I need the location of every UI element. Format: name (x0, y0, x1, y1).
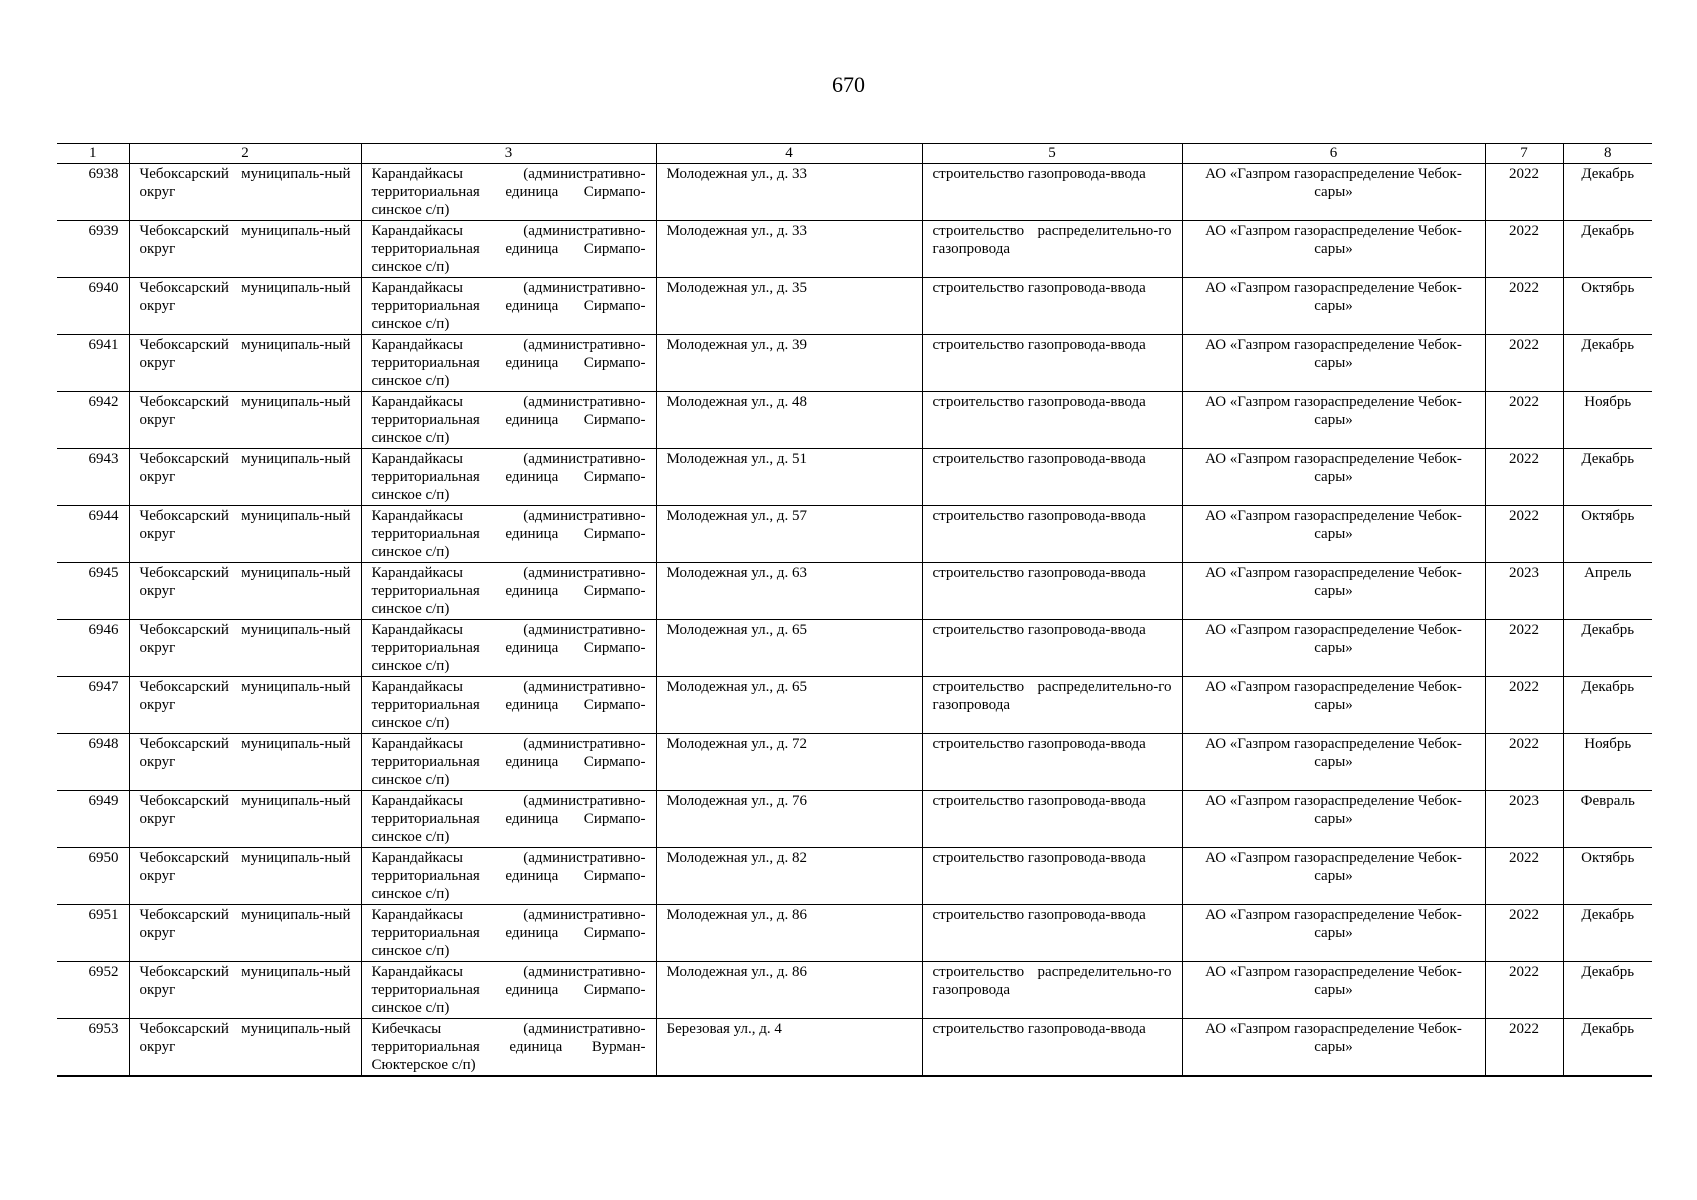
address-cell: Молодежная ул., д. 33 (656, 164, 922, 221)
settlement-cell: Карандайкасы (административно-территориальная единица Сирмапо-синское с/п) (361, 506, 656, 563)
work-type-cell: строительство распределительно-го газопровода (922, 677, 1182, 734)
month-cell: Декабрь (1563, 962, 1652, 1019)
district-cell: Чебоксарский муниципаль-ный округ (129, 620, 361, 677)
address-cell: Молодежная ул., д. 82 (656, 848, 922, 905)
column-header: 5 (922, 144, 1182, 164)
column-header: 3 (361, 144, 656, 164)
address-cell: Молодежная ул., д. 35 (656, 278, 922, 335)
year-cell: 2023 (1485, 791, 1563, 848)
gasification-table (57, 143, 1652, 1077)
district-cell: Чебоксарский муниципаль-ный округ (129, 221, 361, 278)
address-cell: Молодежная ул., д. 63 (656, 563, 922, 620)
table-row (57, 335, 1652, 392)
district-cell: Чебоксарский муниципаль-ный округ (129, 506, 361, 563)
row-number-cell: 6948 (57, 734, 129, 791)
organization-cell: АО «Газпром газораспределение Чебок-сары» (1182, 734, 1485, 791)
work-type-cell: строительство распределительно-го газопровода (922, 221, 1182, 278)
year-cell: 2022 (1485, 962, 1563, 1019)
settlement-cell: Карандайкасы (административно-территориальная единица Сирмапо-синское с/п) (361, 734, 656, 791)
address-cell: Молодежная ул., д. 86 (656, 962, 922, 1019)
table-row (57, 962, 1652, 1019)
settlement-cell: Карандайкасы (административно-территориальная единица Сирмапо-синское с/п) (361, 791, 656, 848)
column-header: 4 (656, 144, 922, 164)
organization-cell: АО «Газпром газораспределение Чебок-сары» (1182, 563, 1485, 620)
work-type-cell: строительство газопровода-ввода (922, 335, 1182, 392)
year-cell: 2022 (1485, 449, 1563, 506)
address-cell: Молодежная ул., д. 39 (656, 335, 922, 392)
address-cell: Молодежная ул., д. 57 (656, 506, 922, 563)
month-cell: Апрель (1563, 563, 1652, 620)
district-cell: Чебоксарский муниципаль-ный округ (129, 563, 361, 620)
organization-cell: АО «Газпром газораспределение Чебок-сары» (1182, 962, 1485, 1019)
row-number-cell: 6938 (57, 164, 129, 221)
month-cell: Февраль (1563, 791, 1652, 848)
settlement-cell: Карандайкасы (административно-территориальная единица Сирмапо-синское с/п) (361, 278, 656, 335)
month-cell: Ноябрь (1563, 734, 1652, 791)
row-number-cell: 6942 (57, 392, 129, 449)
settlement-cell: Карандайкасы (административно-территориальная единица Сирмапо-синское с/п) (361, 221, 656, 278)
work-type-cell: строительство газопровода-ввода (922, 734, 1182, 791)
table-row (57, 677, 1652, 734)
table-row (57, 506, 1652, 563)
month-cell: Декабрь (1563, 164, 1652, 221)
address-cell: Молодежная ул., д. 72 (656, 734, 922, 791)
row-number-cell: 6939 (57, 221, 129, 278)
table-row (57, 620, 1652, 677)
work-type-cell: строительство газопровода-ввода (922, 563, 1182, 620)
table-row (57, 164, 1652, 221)
year-cell: 2022 (1485, 848, 1563, 905)
month-cell: Октябрь (1563, 278, 1652, 335)
year-cell: 2022 (1485, 335, 1563, 392)
work-type-cell: строительство распределительно-го газопровода (922, 962, 1182, 1019)
column-header: 8 (1563, 144, 1652, 164)
address-cell: Молодежная ул., д. 65 (656, 677, 922, 734)
year-cell: 2022 (1485, 620, 1563, 677)
row-number-cell: 6952 (57, 962, 129, 1019)
work-type-cell: строительство газопровода-ввода (922, 392, 1182, 449)
month-cell: Декабрь (1563, 1019, 1652, 1076)
district-cell: Чебоксарский муниципаль-ный округ (129, 278, 361, 335)
table-row (57, 791, 1652, 848)
settlement-cell: Карандайкасы (административно-территориальная единица Сирмапо-синское с/п) (361, 905, 656, 962)
work-type-cell: строительство газопровода-ввода (922, 449, 1182, 506)
organization-cell: АО «Газпром газораспределение Чебок-сары» (1182, 677, 1485, 734)
organization-cell: АО «Газпром газораспределение Чебок-сары» (1182, 506, 1485, 563)
settlement-cell: Карандайкасы (административно-территориальная единица Сирмапо-синское с/п) (361, 392, 656, 449)
settlement-cell: Карандайкасы (административно-территориальная единица Сирмапо-синское с/п) (361, 962, 656, 1019)
district-cell: Чебоксарский муниципаль-ный округ (129, 1019, 361, 1076)
row-number-cell: 6951 (57, 905, 129, 962)
row-number-cell: 6949 (57, 791, 129, 848)
row-number-cell: 6944 (57, 506, 129, 563)
row-number-cell: 6953 (57, 1019, 129, 1076)
settlement-cell: Карандайкасы (административно-территориальная единица Сирмапо-синское с/п) (361, 848, 656, 905)
district-cell: Чебоксарский муниципаль-ный округ (129, 164, 361, 221)
month-cell: Октябрь (1563, 848, 1652, 905)
table-row (57, 1019, 1652, 1076)
address-cell: Молодежная ул., д. 65 (656, 620, 922, 677)
column-header: 7 (1485, 144, 1563, 164)
settlement-cell: Карандайкасы (административно-территориальная единица Сирмапо-синское с/п) (361, 164, 656, 221)
organization-cell: АО «Газпром газораспределение Чебок-сары» (1182, 221, 1485, 278)
settlement-cell: Карандайкасы (административно-территориальная единица Сирмапо-синское с/п) (361, 449, 656, 506)
year-cell: 2022 (1485, 506, 1563, 563)
year-cell: 2022 (1485, 392, 1563, 449)
month-cell: Ноябрь (1563, 392, 1652, 449)
year-cell: 2022 (1485, 278, 1563, 335)
column-header: 2 (129, 144, 361, 164)
year-cell: 2022 (1485, 221, 1563, 278)
column-header: 6 (1182, 144, 1485, 164)
district-cell: Чебоксарский муниципаль-ный округ (129, 905, 361, 962)
row-number-cell: 6941 (57, 335, 129, 392)
month-cell: Декабрь (1563, 620, 1652, 677)
table-row (57, 734, 1652, 791)
month-cell: Декабрь (1563, 221, 1652, 278)
table-row (57, 278, 1652, 335)
organization-cell: АО «Газпром газораспределение Чебок-сары» (1182, 449, 1485, 506)
month-cell: Декабрь (1563, 905, 1652, 962)
district-cell: Чебоксарский муниципаль-ный округ (129, 449, 361, 506)
year-cell: 2023 (1485, 563, 1563, 620)
organization-cell: АО «Газпром газораспределение Чебок-сары» (1182, 791, 1485, 848)
table-row (57, 563, 1652, 620)
row-number-cell: 6943 (57, 449, 129, 506)
year-cell: 2022 (1485, 905, 1563, 962)
settlement-cell: Карандайкасы (административно-территориальная единица Сирмапо-синское с/п) (361, 677, 656, 734)
table-row (57, 449, 1652, 506)
table-row (57, 848, 1652, 905)
organization-cell: АО «Газпром газораспределение Чебок-сары» (1182, 620, 1485, 677)
year-cell: 2022 (1485, 734, 1563, 791)
row-number-cell: 6950 (57, 848, 129, 905)
district-cell: Чебоксарский муниципаль-ный округ (129, 848, 361, 905)
address-cell: Молодежная ул., д. 51 (656, 449, 922, 506)
work-type-cell: строительство газопровода-ввода (922, 1019, 1182, 1076)
organization-cell: АО «Газпром газораспределение Чебок-сары» (1182, 278, 1485, 335)
settlement-cell: Карандайкасы (административно-территориальная единица Сирмапо-синское с/п) (361, 620, 656, 677)
address-cell: Березовая ул., д. 4 (656, 1019, 922, 1076)
work-type-cell: строительство газопровода-ввода (922, 848, 1182, 905)
work-type-cell: строительство газопровода-ввода (922, 905, 1182, 962)
organization-cell: АО «Газпром газораспределение Чебок-сары» (1182, 392, 1485, 449)
row-number-cell: 6946 (57, 620, 129, 677)
year-cell: 2022 (1485, 677, 1563, 734)
table-row (57, 392, 1652, 449)
settlement-cell: Карандайкасы (административно-территориальная единица Сирмапо-синское с/п) (361, 563, 656, 620)
table-row (57, 905, 1652, 962)
district-cell: Чебоксарский муниципаль-ный округ (129, 962, 361, 1019)
month-cell: Октябрь (1563, 506, 1652, 563)
year-cell: 2022 (1485, 164, 1563, 221)
district-cell: Чебоксарский муниципаль-ный округ (129, 392, 361, 449)
address-cell: Молодежная ул., д. 48 (656, 392, 922, 449)
district-cell: Чебоксарский муниципаль-ный округ (129, 677, 361, 734)
page-number: 670 (832, 72, 865, 97)
organization-cell: АО «Газпром газораспределение Чебок-сары» (1182, 848, 1485, 905)
organization-cell: АО «Газпром газораспределение Чебок-сары» (1182, 335, 1485, 392)
work-type-cell: строительство газопровода-ввода (922, 791, 1182, 848)
column-header: 1 (57, 144, 129, 164)
district-cell: Чебоксарский муниципаль-ный округ (129, 791, 361, 848)
row-number-cell: 6940 (57, 278, 129, 335)
year-cell: 2022 (1485, 1019, 1563, 1076)
table-header-row (57, 144, 1652, 164)
organization-cell: АО «Газпром газораспределение Чебок-сары» (1182, 164, 1485, 221)
district-cell: Чебоксарский муниципаль-ный округ (129, 734, 361, 791)
organization-cell: АО «Газпром газораспределение Чебок-сары» (1182, 905, 1485, 962)
address-cell: Молодежная ул., д. 33 (656, 221, 922, 278)
address-cell: Молодежная ул., д. 86 (656, 905, 922, 962)
work-type-cell: строительство газопровода-ввода (922, 164, 1182, 221)
month-cell: Декабрь (1563, 449, 1652, 506)
organization-cell: АО «Газпром газораспределение Чебок-сары» (1182, 1019, 1485, 1076)
settlement-cell: Кибечкасы (административно-территориальная единица Вурман-Сюктерское с/п) (361, 1019, 656, 1076)
row-number-cell: 6945 (57, 563, 129, 620)
address-cell: Молодежная ул., д. 76 (656, 791, 922, 848)
settlement-cell: Карандайкасы (административно-территориальная единица Сирмапо-синское с/п) (361, 335, 656, 392)
work-type-cell: строительство газопровода-ввода (922, 278, 1182, 335)
work-type-cell: строительство газопровода-ввода (922, 506, 1182, 563)
month-cell: Декабрь (1563, 335, 1652, 392)
row-number-cell: 6947 (57, 677, 129, 734)
month-cell: Декабрь (1563, 677, 1652, 734)
district-cell: Чебоксарский муниципаль-ный округ (129, 335, 361, 392)
work-type-cell: строительство газопровода-ввода (922, 620, 1182, 677)
table-row (57, 221, 1652, 278)
